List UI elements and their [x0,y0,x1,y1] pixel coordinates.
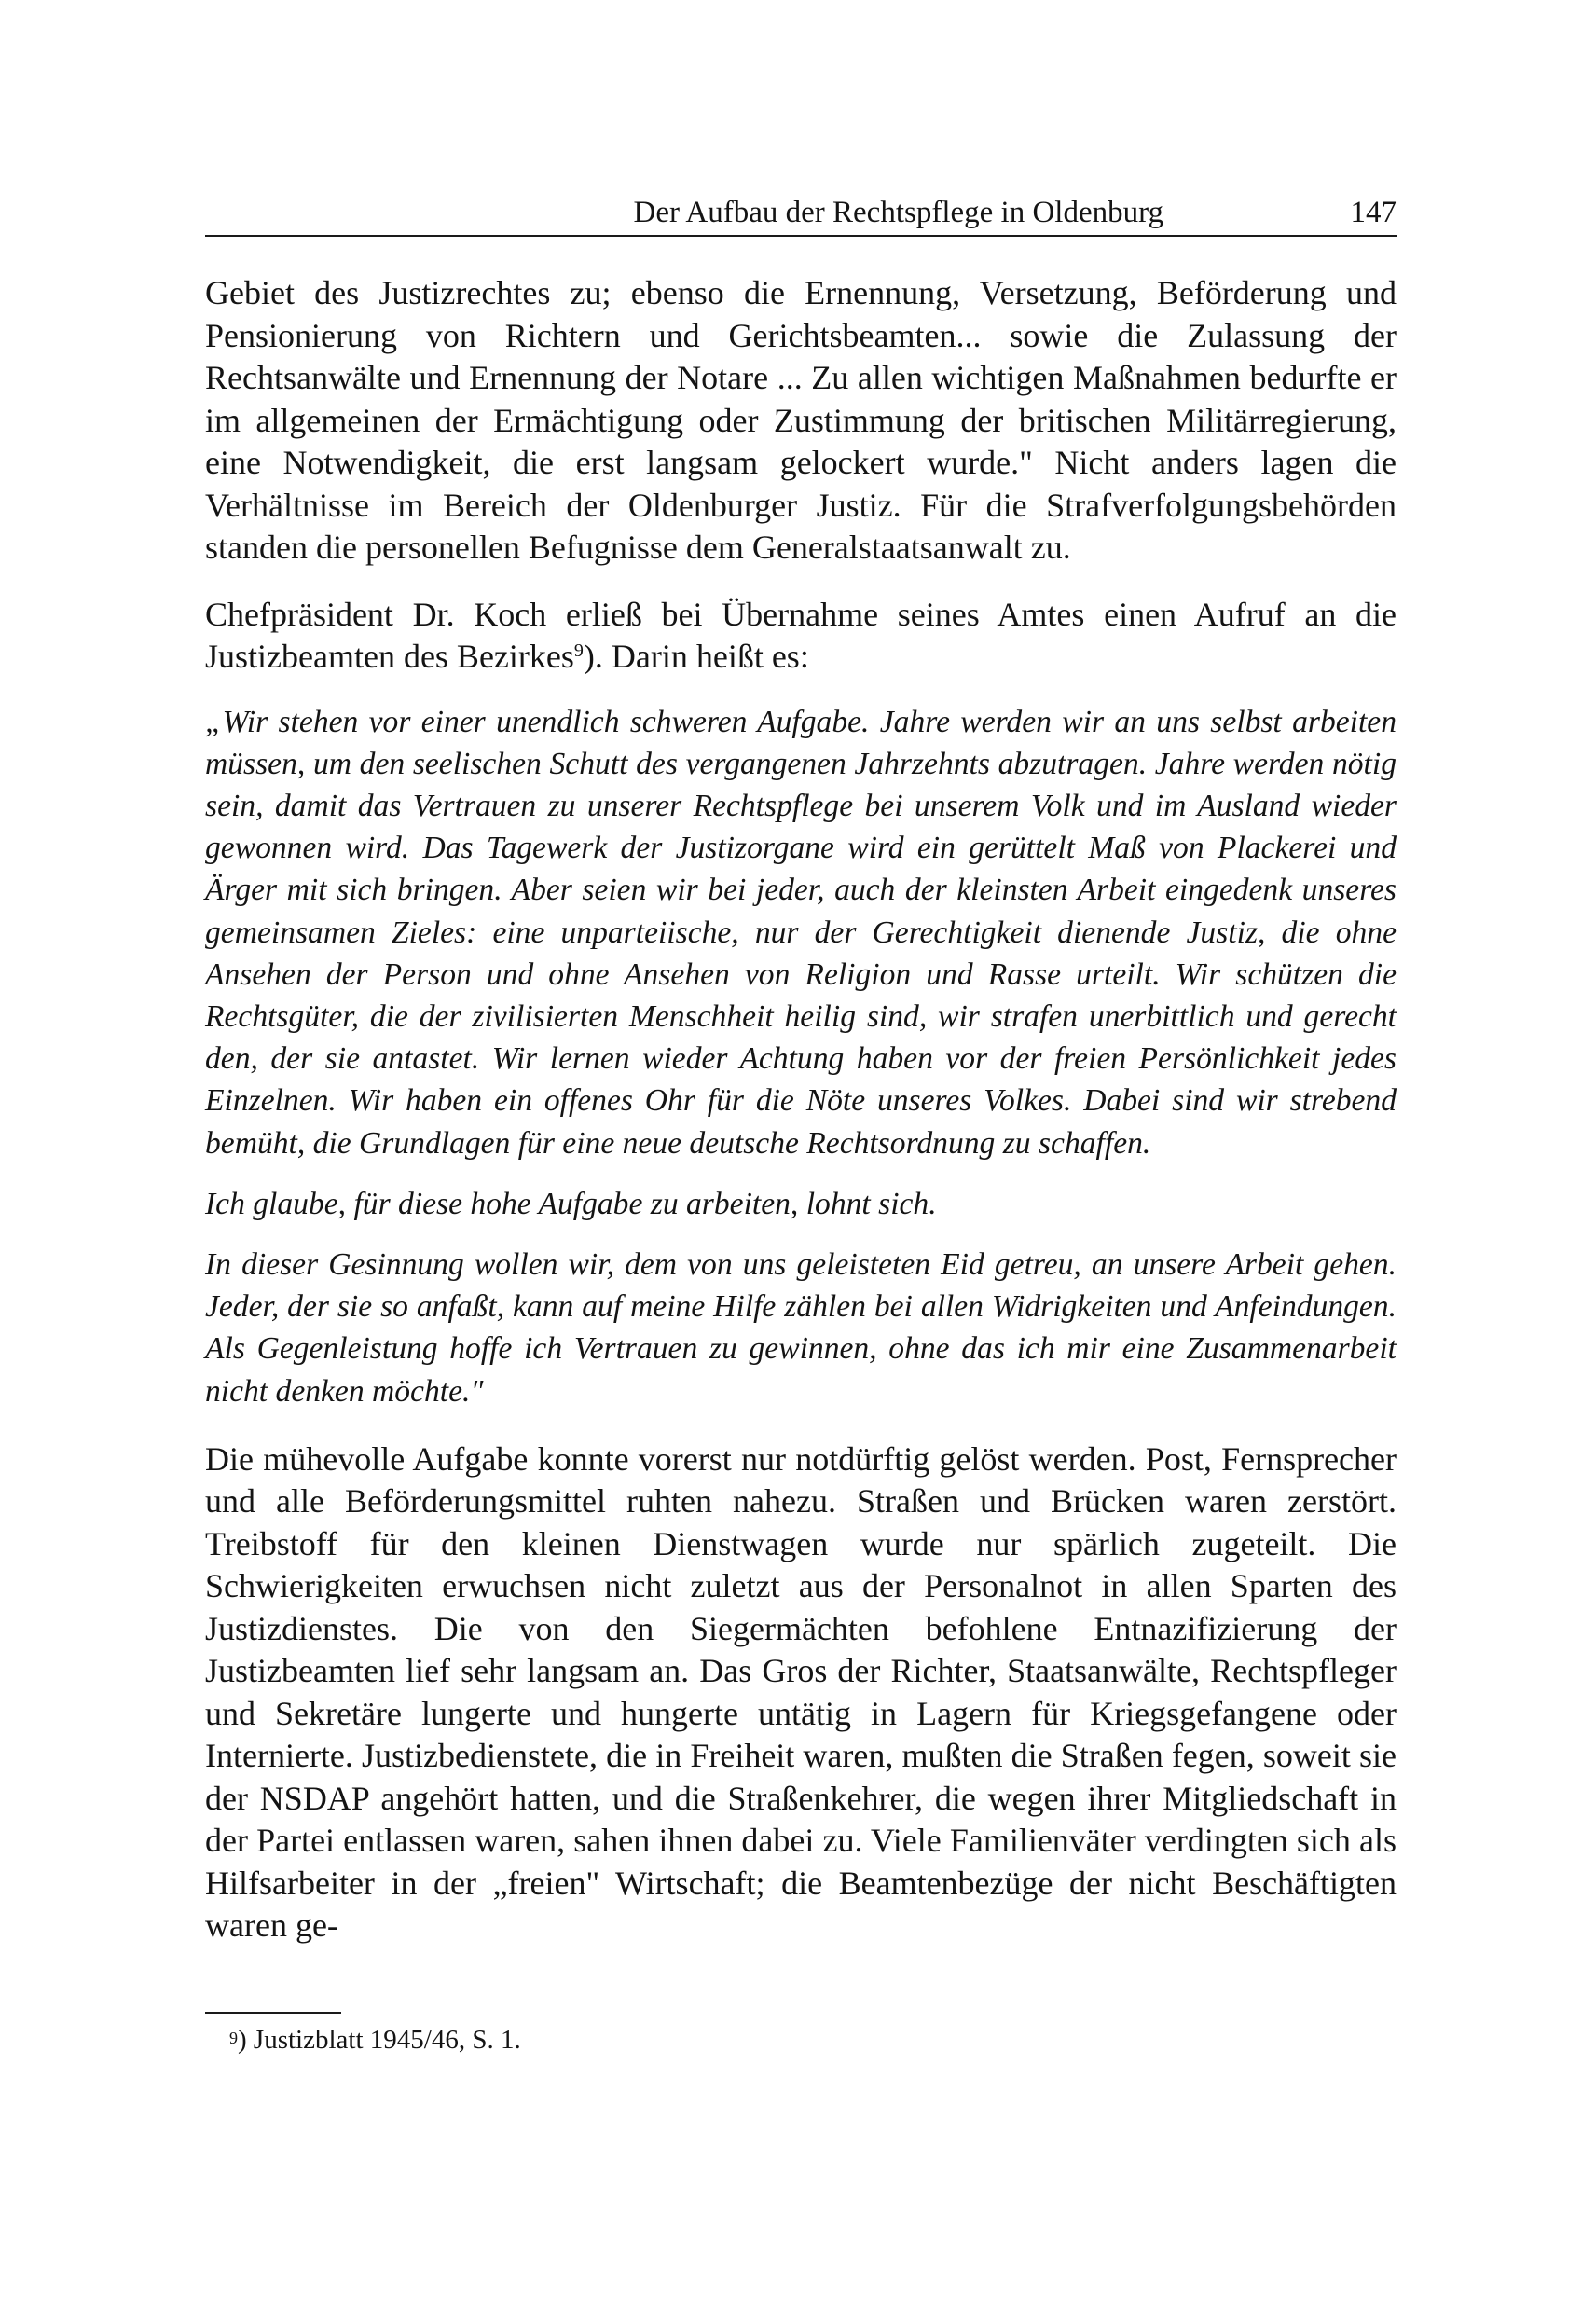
footnote-reference: 9 [573,640,584,661]
footnote-text: ) Justizblatt 1945/46, S. 1. [238,2025,521,2055]
page-number: 147 [1350,196,1396,229]
main-text [205,272,1396,1947]
footnote-divider [205,2012,341,2014]
quote-paragraph-2: Ich glaube, für diese hohe Aufgabe zu arbeiten, lohnt sich. [205,1186,937,1221]
paragraph-3: Die mühevolle Aufgabe konnte vorerst nur notdürftig gelöst werden. Post, Fernsprecher und alle Beförderungsmittel ruhten nahezu. Straßen und Brücken waren zerstört. Treibstoff für den kleinen Dienstwagen wurde nur spärlich zugeteilt. Die Schwierigkeiten erwuchsen nicht zuletzt aus der Personalnot in allen Sparten des Justizdienstes. Die von den Siegermächten befohlene Entnazifizierung der Justizbeamten lief sehr langsam an. Das Gros der Richter, Staatsanwälte, Rechtspfleger und Sekretäre lungerte und hungerte untätig in Lagern für Kriegsgefangene oder Internierte. Justizbedienstete, die in Freiheit waren, mußten die Straßen fegen, soweit sie der NSDAP angehört hatten, und die Straßenkehrer, die wegen ihrer Mitgliedschaft in der Partei entlassen waren, sahen ihnen dabei zu. Viele Familienväter verdingten sich als Hilfsarbeiter in der „freien" Wirtschaft; die Beamtenbezüge der nicht Beschäftigten waren ge- [205,1439,1396,1945]
quote-paragraph-3: In dieser Gesinnung wollen wir, dem von uns geleisteten Eid getreu, an unsere Arbeit gehen. Jeder, der sie so anfaßt, kann auf meine Hilfe zählen bei allen Widrigkeiten und Anfeindungen. Als Gegenleistung hoffe ich Vertrauen zu gewinnen, ohne das ich mir eine Zusammenarbeit nicht denken möchte." [205,1246,1396,1409]
page-header [205,186,1396,237]
running-title: Der Aufbau der Rechtspflege in Oldenburg [633,196,1163,229]
paragraph-2-end: ). Darin heißt es: [583,638,809,675]
paragraph-2 [205,594,1396,679]
quote-paragraph-1: „Wir stehen vor einer unendlich schweren Aufgabe. Jahre werden wir an uns selbst arbeiten müssen, um den seelischen Schutt des vergangenen Jahrzehnts abzutragen. Jahre werden nötig sein, damit das Vertrauen zu unserer Rechtspflege bei unserem Volk und im Ausland wieder gewonnen wird. Das Tagewerk der Justizorgane wird ein gerüttelt Maß von Plackerei und Ärger mit sich bringen. Aber seien wir bei jeder, auch der kleinsten Arbeit eingedenk unseres gemeinsamen Zieles: eine unparteiische, nur der Gerechtigkeit dienende Justiz, die ohne Ansehen der Person und ohne Ansehen von Religion und Rasse urteilt. Wir schützen die Rechtsgüter, die der zivilisierten Menschheit heilig sind, wir strafen unerbittlich und gerecht den, der sie antastet. Wir lernen wieder Achtung haben vor der freien Persönlichkeit jedes Einzelnen. Wir haben ein offenes Ohr für die Nöte unseres Volkes. Dabei sind wir strebend bemüht, die Grundlagen für eine neue deutsche Rechtsordnung zu schaffen. [205,704,1396,1161]
paragraph-1: Gebiet des Justizrechtes zu; ebenso die Ernennung, Versetzung, Beförderung und Pensionierung von Richtern und Gerichtsbeamten... sowie die Zulassung der Rechtsanwälte und Ernennung der Notare ... Zu allen wichtigen Maßnahmen bedurfte er im allgemeinen der Ermächtigung oder Zustimmung der britischen Militärregierung, eine Notwendigkeit, die erst langsam gelockert wurde." Nicht anders lagen die Verhältnisse im Bereich der Oldenburger Justiz. Für die Strafverfolgungsbehörden standen die personellen Befugnisse dem Generalstaatsanwalt zu. [205,274,1396,566]
footnote-marker: 9 [229,2029,238,2047]
paragraph-2-text: Chefpräsident Dr. Koch erließ bei Übernahme seines Amtes einen Aufruf an die Justizbeamten des Bezirkes [205,595,1396,675]
footnote [229,2025,521,2056]
